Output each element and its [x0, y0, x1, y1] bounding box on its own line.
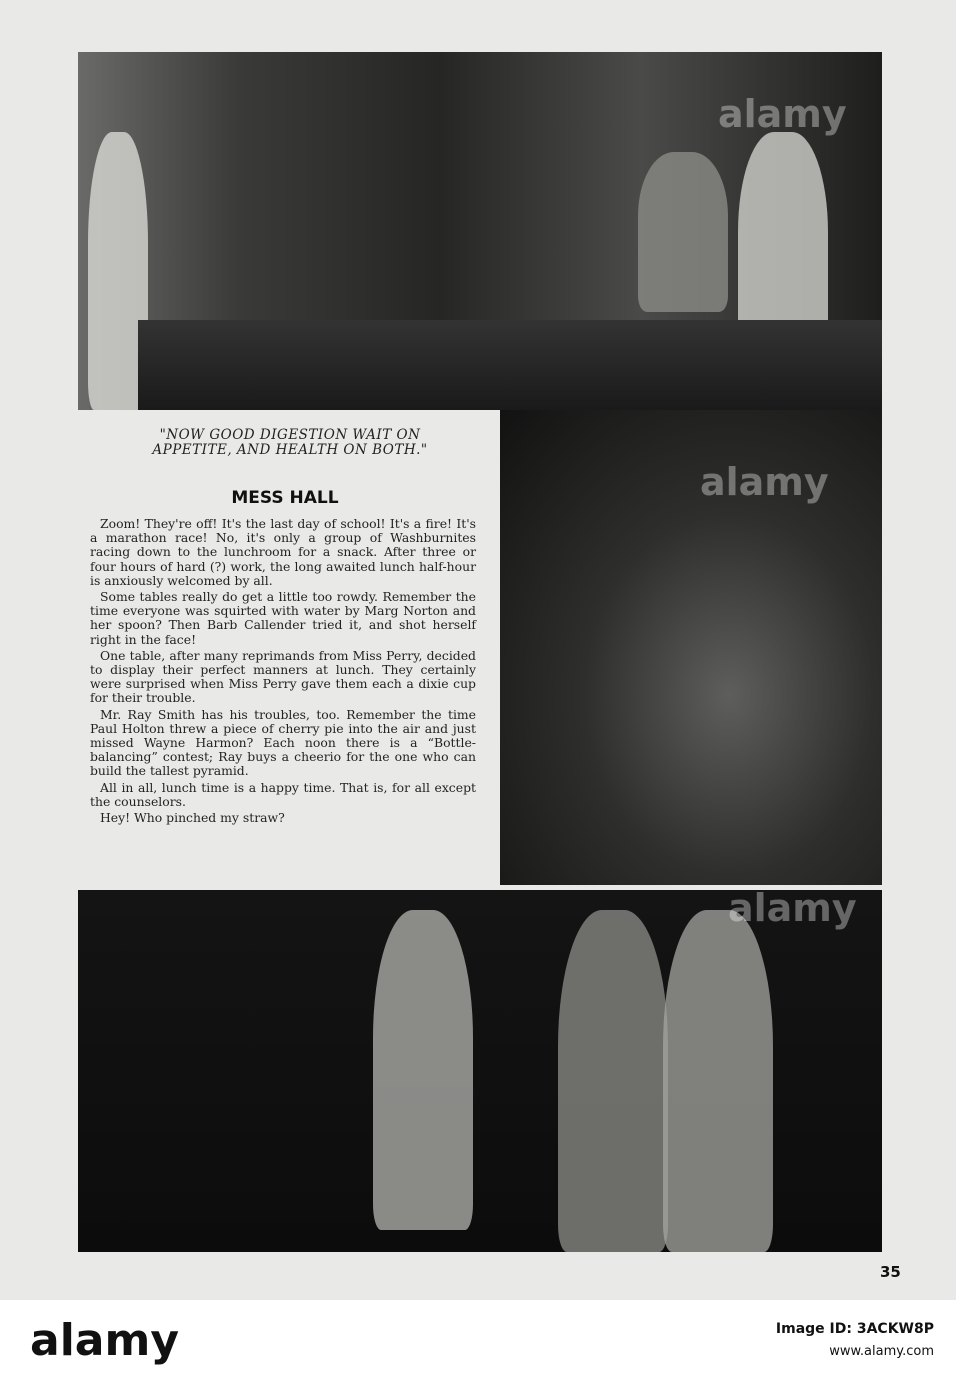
watermark: alamy [700, 460, 829, 504]
page-number: 35 [880, 1263, 901, 1281]
alamy-logo: alamy [30, 1315, 179, 1366]
quote-line: APPETITE, AND HEALTH ON BOTH." [152, 442, 428, 458]
paragraph: One table, after many reprimands from Miss Perry, decided to display their perfect manners at lunch. They certainly were surprised when Miss Perry gave them each a dixie cup for their trouble. [90, 647, 476, 706]
photo-cafeteria-line [78, 52, 882, 410]
paragraph: All in all, lunch time is a happy time. That is, for all except the counselors. [90, 779, 476, 809]
image-id [776, 1318, 934, 1363]
watermark: alamy [718, 92, 847, 136]
image-id-label: Image ID: 3ACKW8P [775, 1321, 934, 1337]
watermark: alamy [728, 890, 857, 930]
photo-lunchroom-tables [500, 410, 882, 885]
article-title: MESS HALL [231, 488, 339, 508]
paragraph: Hey! Who pinched my straw? [100, 810, 285, 826]
photo-students-walking [78, 890, 882, 1252]
footer-url: www.alamy.com [829, 1344, 934, 1359]
paragraph: Zoom! They're off! It's the last day of school! It's a fire! It's a marathon race! No, it's only a group of Washburnites racing down to the lunchroom for a snack. After three or four hours of hard (?) work, the long awaited lunch half-hour is anxiously welcomed by all. [90, 516, 476, 588]
article-body [90, 517, 476, 827]
caption-quote [110, 428, 470, 458]
quote-line: "NOW GOOD DIGESTION WAIT ON [159, 427, 421, 443]
paragraph: Some tables really do get a little too rowdy. Remember the time everyone was squirted with water by Marg Norton and her spoon? Then Barb Callender tried it, and shot herself right in the face! [90, 589, 476, 647]
paragraph: Mr. Ray Smith has his troubles, too. Remember the time Paul Holton threw a piece of cherry pie into the air and just missed Wayne Harmon? Each noon there is a “Bottle-balancing” contest; Ray buys a cheerio for the one who can build the tallest pyramid. [90, 706, 476, 779]
